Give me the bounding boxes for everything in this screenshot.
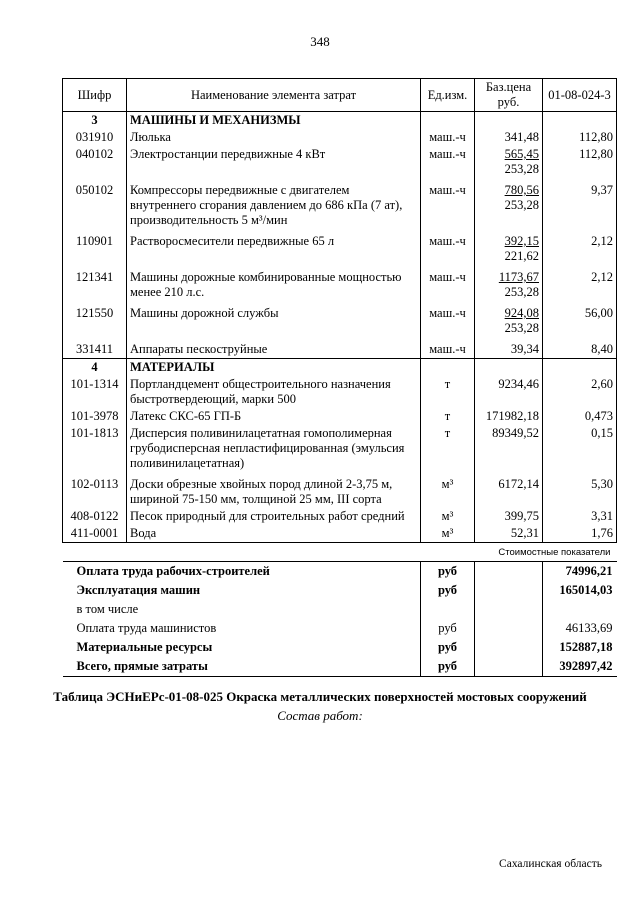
row-norm: 8,40 — [543, 337, 617, 359]
section-empty — [543, 359, 617, 377]
row-price-cell — [475, 376, 543, 408]
table-row — [63, 229, 617, 265]
row-price-cell — [475, 508, 543, 525]
row-norm: 2,12 — [543, 265, 617, 301]
cost-empty — [475, 619, 543, 638]
row-name: Аппараты пескоструйные — [127, 337, 421, 359]
row-code: 101-1813 — [63, 425, 127, 472]
row-price-labor: 221,62 — [504, 249, 539, 263]
row-code: 121341 — [63, 265, 127, 301]
cost-empty — [475, 600, 543, 619]
row-norm: 112,80 — [543, 146, 617, 178]
row-unit: т — [421, 425, 475, 472]
row-norm: 3,31 — [543, 508, 617, 525]
cost-label: Оплата труда машинистов — [76, 621, 217, 635]
row-price-labor: 253,28 — [504, 285, 539, 299]
section-row — [63, 112, 617, 130]
row-price-cell — [475, 425, 543, 472]
row-norm: 112,80 — [543, 129, 617, 146]
cost-row — [63, 562, 617, 582]
row-price-cell — [475, 301, 543, 337]
cost-empty — [475, 638, 543, 657]
row-price: 39,34 — [510, 342, 539, 356]
row-name: Дисперсия поливинилацетатная гомополимерная грубодисперсная непластифицированная (эмульсия поливинилацетатная) — [127, 425, 421, 472]
cost-value — [543, 600, 617, 619]
section-empty — [543, 112, 617, 130]
row-price: 9234,46 — [498, 377, 539, 391]
row-price: 392,15 — [504, 234, 539, 248]
table-row — [63, 301, 617, 337]
row-price-cell — [475, 472, 543, 508]
row-name: Вода — [127, 525, 421, 543]
row-norm: 56,00 — [543, 301, 617, 337]
header-price-line2: руб. — [497, 95, 520, 109]
row-code: 121550 — [63, 301, 127, 337]
cost-label: в том числе — [76, 602, 139, 616]
section-empty — [475, 359, 543, 377]
row-name: Люлька — [127, 129, 421, 146]
table-row — [63, 146, 617, 178]
row-norm: 2,12 — [543, 229, 617, 265]
row-unit: м³ — [421, 525, 475, 543]
row-code: 031910 — [63, 129, 127, 146]
cost-label: Оплата труда рабочих-строителей — [76, 564, 270, 578]
section-empty — [475, 112, 543, 130]
cost-unit: руб — [421, 562, 475, 582]
cost-value: 165014,03 — [543, 581, 617, 600]
row-code: 101-3978 — [63, 408, 127, 425]
row-name: Машины дорожные комбинированные мощностью менее 210 л.с. — [127, 265, 421, 301]
row-price-cell — [475, 408, 543, 425]
row-unit: м³ — [421, 508, 475, 525]
cost-label: Материальные ресурсы — [76, 640, 213, 654]
cost-value: 392897,42 — [543, 657, 617, 677]
table-row — [63, 425, 617, 472]
cost-row — [63, 581, 617, 600]
header-unit: Ед.изм. — [421, 79, 475, 112]
region-footer: Сахалинская область — [499, 858, 602, 870]
row-unit: маш.-ч — [421, 301, 475, 337]
table-header-row — [63, 79, 617, 112]
cost-empty — [475, 657, 543, 677]
resource-table — [62, 78, 617, 677]
cost-unit — [421, 600, 475, 619]
row-name: Портландцемент общестроительного назначения быстротвердеющий, марки 500 — [127, 376, 421, 408]
row-name: Электростанции передвижные 4 кВт — [127, 146, 421, 178]
row-code: 408-0122 — [63, 508, 127, 525]
cost-unit: руб — [421, 638, 475, 657]
cost-unit: руб — [421, 657, 475, 677]
row-unit: м³ — [421, 472, 475, 508]
cost-empty — [475, 562, 543, 582]
row-code: 050102 — [63, 178, 127, 229]
section-empty — [421, 112, 475, 130]
page-number: 348 — [310, 34, 330, 49]
table-row — [63, 337, 617, 359]
row-price: 399,75 — [504, 509, 539, 523]
row-name: Машины дорожной службы — [127, 301, 421, 337]
cost-header: Стоимостные показатели — [63, 543, 617, 562]
row-norm: 2,60 — [543, 376, 617, 408]
cost-empty — [475, 581, 543, 600]
row-unit: маш.-ч — [421, 129, 475, 146]
next-table-caption: Таблица ЭСНиЕРс-01-08-025 Окраска металлических поверхностей мостовых сооружений — [53, 689, 587, 704]
row-price-labor: 253,28 — [504, 198, 539, 212]
row-unit: т — [421, 408, 475, 425]
cost-unit: руб — [421, 581, 475, 600]
row-code: 411-0001 — [63, 525, 127, 543]
row-norm: 1,76 — [543, 525, 617, 543]
row-code: 110901 — [63, 229, 127, 265]
header-price-line1: Баз.цена — [485, 80, 532, 94]
row-price: 52,31 — [510, 526, 539, 540]
header-norm: 01-08-024-3 — [543, 79, 617, 112]
row-price: 1173,67 — [498, 270, 539, 284]
table-row — [63, 408, 617, 425]
cost-row — [63, 600, 617, 619]
table-row — [63, 472, 617, 508]
table-row — [63, 178, 617, 229]
row-price: 924,08 — [504, 306, 539, 320]
row-unit: маш.-ч — [421, 146, 475, 178]
cost-label: Эксплуатация машин — [76, 583, 201, 597]
section-title: МАТЕРИАЛЫ — [127, 359, 421, 377]
header-code: Шифр — [63, 79, 127, 112]
row-price-cell — [475, 229, 543, 265]
row-name: Компрессоры передвижные с двигателем внутреннего сгорания давлением до 686 кПа (7 ат), производительность 5 м³/мин — [127, 178, 421, 229]
section-empty — [421, 359, 475, 377]
row-price: 565,45 — [504, 147, 539, 161]
row-unit: маш.-ч — [421, 265, 475, 301]
section-title: МАШИНЫ И МЕХАНИЗМЫ — [127, 112, 421, 130]
row-price: 89349,52 — [492, 426, 539, 440]
row-price-cell — [475, 265, 543, 301]
header-name: Наименование элемента затрат — [127, 79, 421, 112]
row-name: Песок природный для строительных работ средний — [127, 508, 421, 525]
row-norm: 9,37 — [543, 178, 617, 229]
row-price: 780,56 — [504, 183, 539, 197]
row-norm: 5,30 — [543, 472, 617, 508]
row-code: 040102 — [63, 146, 127, 178]
row-unit: маш.-ч — [421, 337, 475, 359]
row-price-cell — [475, 525, 543, 543]
row-norm: 0,473 — [543, 408, 617, 425]
cost-value: 74996,21 — [543, 562, 617, 582]
table-row — [63, 129, 617, 146]
cost-label: Всего, прямые затраты — [63, 657, 421, 677]
row-price: 6172,14 — [498, 477, 539, 491]
cost-row — [63, 638, 617, 657]
row-price-cell — [475, 146, 543, 178]
row-price-labor: 253,28 — [504, 321, 539, 335]
cost-value: 46133,69 — [543, 619, 617, 638]
row-code: 101-1314 — [63, 376, 127, 408]
section-row — [63, 359, 617, 377]
row-price-cell — [475, 337, 543, 359]
row-price: 341,48 — [504, 130, 539, 144]
cost-value: 152887,18 — [543, 638, 617, 657]
row-name: Растворосмесители передвижные 65 л — [127, 229, 421, 265]
table-row — [63, 265, 617, 301]
row-unit: т — [421, 376, 475, 408]
row-price-cell — [475, 129, 543, 146]
row-code: 331411 — [63, 337, 127, 359]
section-code: 3 — [63, 112, 127, 130]
row-unit: маш.-ч — [421, 229, 475, 265]
row-norm: 0,15 — [543, 425, 617, 472]
row-name: Латекс СКС-65 ГП-Б — [127, 408, 421, 425]
row-name: Доски обрезные хвойных пород длиной 2-3,75 м, шириной 75-150 мм, толщиной 25 мм, III сорта — [127, 472, 421, 508]
cost-header-row — [63, 543, 617, 562]
cost-unit: руб — [421, 619, 475, 638]
cost-row — [63, 657, 617, 677]
row-code: 102-0113 — [63, 472, 127, 508]
table-row — [63, 508, 617, 525]
row-unit: маш.-ч — [421, 178, 475, 229]
table-row — [63, 376, 617, 408]
header-price — [475, 79, 543, 112]
cost-row — [63, 619, 617, 638]
next-table-subtitle: Состав работ: — [277, 708, 363, 723]
row-price-cell — [475, 178, 543, 229]
table-row — [63, 525, 617, 543]
row-price-labor: 253,28 — [504, 162, 539, 176]
row-price: 171982,18 — [485, 409, 539, 423]
section-code: 4 — [63, 359, 127, 377]
